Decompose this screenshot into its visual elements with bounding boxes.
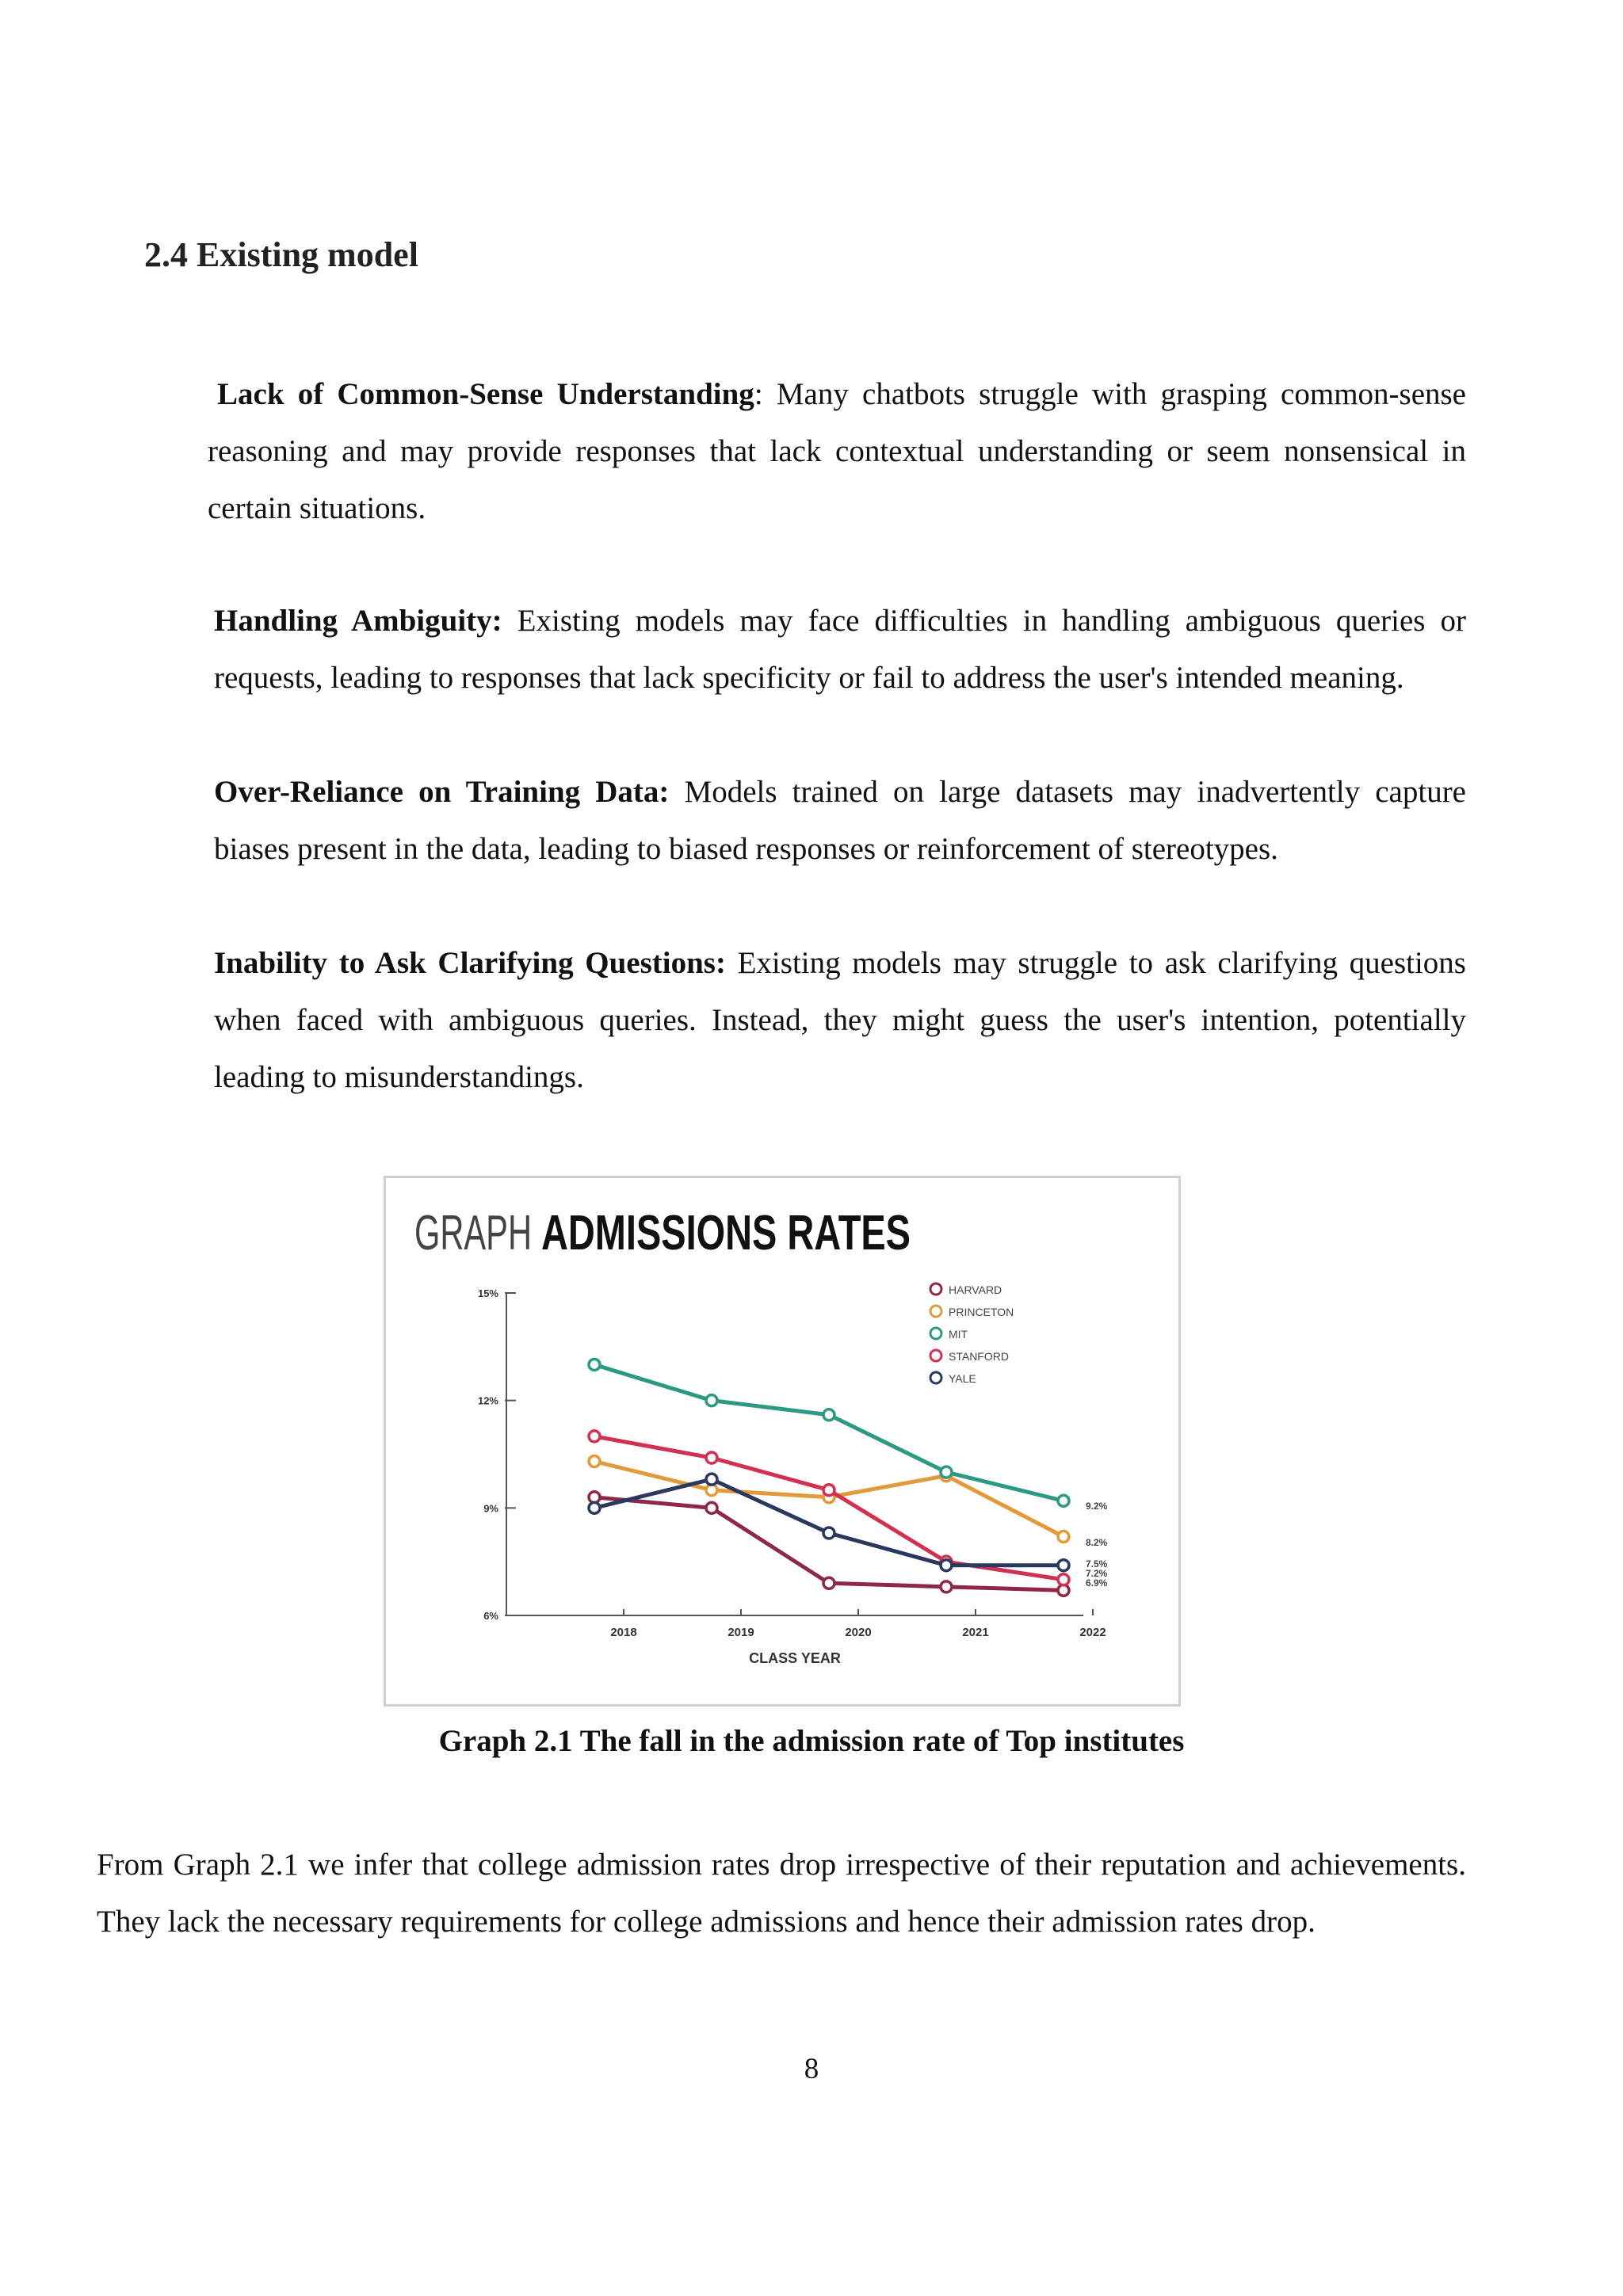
y-tick-label: 12% — [477, 1394, 498, 1407]
data-point-princeton — [1058, 1531, 1069, 1543]
data-point-princeton — [589, 1456, 600, 1467]
x-axis-label: CLASS YEAR — [749, 1650, 841, 1666]
chart-title-bold: ADMISSIONS RATES — [541, 1206, 911, 1261]
paragraph-body: Models trained on large datasets may inadvertently capture biases present in the data, leading to biased responses or reinforcement of stereotypes. — [214, 775, 1466, 866]
paragraph-term: Lack of Common-Sense Understanding — [217, 377, 754, 411]
y-tick-label: 6% — [483, 1610, 498, 1622]
series-end-label: 9.2% — [1086, 1501, 1108, 1512]
data-point-harvard — [823, 1577, 834, 1589]
legend-label-yale: YALE — [949, 1372, 976, 1385]
data-point-mit — [706, 1395, 717, 1406]
x-tick-label: 2021 — [962, 1626, 989, 1639]
admissions-chart-figure — [384, 1176, 1181, 1707]
data-point-stanford — [589, 1431, 600, 1442]
x-tick-label: 2018 — [610, 1626, 637, 1639]
data-point-mit — [823, 1409, 834, 1421]
data-point-yale — [941, 1560, 952, 1571]
series-end-label: 6.9% — [1086, 1577, 1108, 1589]
data-point-yale — [1058, 1560, 1069, 1571]
data-point-harvard — [941, 1581, 952, 1592]
paragraph-body: Existing models may face difficulties in handling ambiguous queries or requests, leading to responses that lack specificity or fail to address the user's intended meaning. — [214, 604, 1466, 695]
paragraph-clarifying-questions — [214, 935, 1466, 1106]
data-point-harvard — [706, 1502, 717, 1513]
y-tick-label: 15% — [477, 1287, 498, 1299]
data-point-mit — [1058, 1495, 1069, 1506]
data-point-stanford — [706, 1452, 717, 1463]
data-point-stanford — [1058, 1574, 1069, 1585]
legend-marker-princeton — [930, 1306, 941, 1317]
admissions-line-chart — [386, 1178, 1178, 1704]
paragraph-inference: From Graph 2.1 we infer that college admission rates drop irrespective of their reputation and achievements. They lack the necessary requirements for college admissions and hence their admission rates drop. — [97, 1848, 1466, 1939]
data-point-mit — [941, 1466, 952, 1478]
x-tick-label: 2020 — [845, 1626, 872, 1639]
paragraph-term: Over-Reliance on Training Data: — [214, 775, 670, 809]
data-point-mit — [589, 1359, 600, 1370]
series-end-label: 7.5% — [1086, 1558, 1108, 1569]
paragraph-body: : Many chatbots struggle with grasping common-sense reasoning and may provide responses that lack contextual understanding or seem nonsensical in certain situations. — [208, 377, 1466, 525]
data-point-yale — [589, 1502, 600, 1513]
series-end-label: 8.2% — [1086, 1537, 1108, 1548]
paragraph-term: Handling Ambiguity: — [214, 604, 502, 638]
paragraph-ambiguity — [214, 593, 1466, 707]
chart-title-light: GRAPH — [414, 1206, 532, 1261]
section-heading: 2.4 Existing model — [144, 235, 418, 274]
series-end-label: 7.2% — [1086, 1568, 1108, 1579]
legend-label-stanford: STANFORD — [949, 1350, 1009, 1363]
legend-marker-yale — [930, 1372, 941, 1383]
legend-marker-mit — [930, 1328, 941, 1339]
data-point-yale — [823, 1527, 834, 1539]
series-line-stanford — [594, 1436, 1064, 1580]
legend-label-princeton: PRINCETON — [949, 1306, 1014, 1318]
legend-marker-stanford — [930, 1350, 941, 1361]
paragraph-training-data — [214, 764, 1466, 878]
y-tick-label: 9% — [483, 1502, 498, 1515]
paragraph-body: Existing models may struggle to ask clarifying questions when faced with ambiguous queries. Instead, they might guess the user's intention, potentially leading to misunderstandings. — [214, 946, 1466, 1094]
legend-marker-harvard — [930, 1283, 941, 1295]
data-point-yale — [706, 1474, 717, 1485]
page-number: 8 — [804, 2053, 819, 2085]
legend-label-harvard: HARVARD — [949, 1283, 1002, 1296]
x-tick-label: 2019 — [727, 1626, 754, 1639]
data-point-stanford — [823, 1485, 834, 1496]
legend-label-mit: MIT — [949, 1328, 968, 1341]
x-tick-label: 2022 — [1079, 1626, 1106, 1639]
figure-caption: Graph 2.1 The fall in the admission rate of Top institutes — [438, 1724, 1185, 1758]
paragraph-term: Inability to Ask Clarifying Questions: — [214, 946, 726, 980]
paragraph-common-sense — [208, 366, 1466, 537]
